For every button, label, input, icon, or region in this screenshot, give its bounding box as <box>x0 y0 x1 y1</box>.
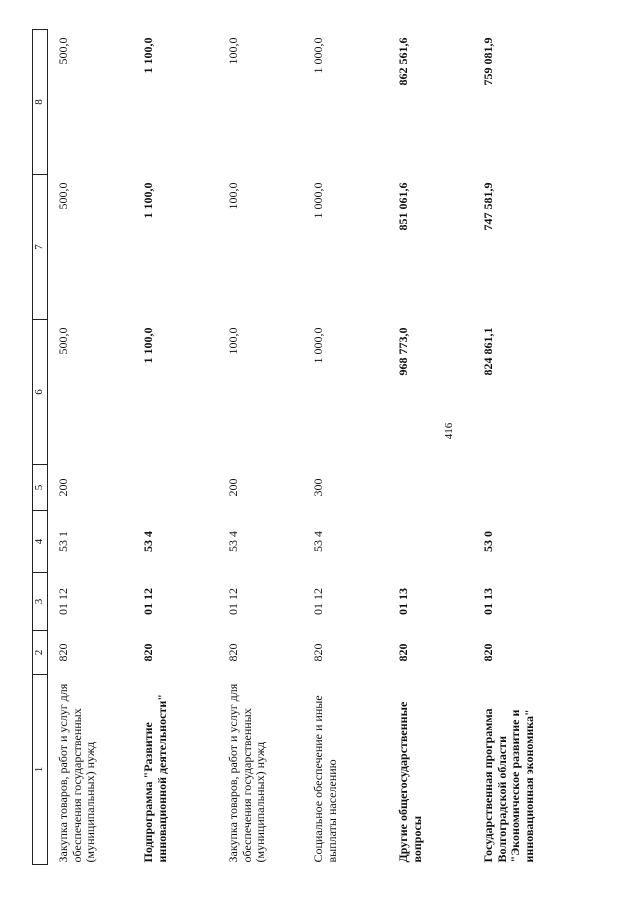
header-row <box>33 30 48 865</box>
row-name: Подпрограмма "Развитие инновационной деятельности" <box>141 694 169 863</box>
cell-value-6: 968 773,0 <box>396 327 410 376</box>
cell-code-5 <box>473 465 568 511</box>
row-name: Социальное обеспечение и иные выплаты населению <box>311 695 339 863</box>
cell-code-3: 01 12 <box>311 588 325 615</box>
rotated-table-sheet <box>32 30 602 865</box>
table-row <box>218 30 303 865</box>
cell-code-3: 01 12 <box>141 588 155 615</box>
cell-code-4 <box>388 511 473 573</box>
cell-value-6: 1 000,0 <box>311 327 325 364</box>
cell-code-2: 820 <box>481 643 495 662</box>
cell-code-2: 820 <box>396 643 410 662</box>
column-header-6: 6 <box>33 320 48 465</box>
row-name: Закупка товаров, работ и услуг для обеспечения государственных (муниципальных) нужд <box>226 683 267 863</box>
cell-code-3: 01 13 <box>481 588 495 615</box>
cell-value-7: 747 581,9 <box>481 182 495 231</box>
column-header-2: 2 <box>33 631 48 675</box>
cell-code-4: 53 0 <box>481 531 495 552</box>
cell-code-4: 53 4 <box>311 531 325 552</box>
column-header-8: 8 <box>33 30 48 175</box>
cell-code-5 <box>133 465 218 511</box>
table-row <box>133 30 218 865</box>
cell-code-2: 820 <box>56 643 70 662</box>
table-row <box>48 30 134 865</box>
cell-value-8: 500,0 <box>56 37 70 65</box>
row-name: Закупка товаров, работ и услуг для обеспечения государственных (муниципальных) нужд <box>56 683 97 863</box>
cell-code-4: 53 1 <box>56 531 70 552</box>
cell-value-8: 1 100,0 <box>141 37 155 74</box>
page-number: 416 <box>443 422 455 440</box>
column-header-5: 5 <box>33 465 48 511</box>
column-header-4: 4 <box>33 511 48 573</box>
cell-value-7: 100,0 <box>226 182 240 210</box>
cell-code-2: 820 <box>311 643 325 662</box>
cell-code-5: 200 <box>226 478 240 497</box>
cell-code-4: 53 4 <box>141 531 155 552</box>
cell-value-6: 824 861,1 <box>481 327 495 376</box>
cell-code-5: 200 <box>56 478 70 497</box>
cell-code-3: 01 12 <box>226 588 240 615</box>
cell-code-2: 820 <box>141 643 155 662</box>
cell-value-6: 100,0 <box>226 327 240 355</box>
cell-value-7: 1 000,0 <box>311 182 325 219</box>
cell-value-7: 851 061,6 <box>396 182 410 231</box>
cell-value-8: 862 561,6 <box>396 37 410 86</box>
cell-value-6: 500,0 <box>56 327 70 355</box>
cell-value-7: 1 100,0 <box>141 182 155 219</box>
cell-value-8: 759 081,9 <box>481 37 495 86</box>
budget-table <box>32 29 568 865</box>
cell-code-3: 01 13 <box>396 588 410 615</box>
cell-value-8: 100,0 <box>226 37 240 65</box>
column-header-7: 7 <box>33 175 48 320</box>
column-header-3: 3 <box>33 573 48 631</box>
cell-code-5: 300 <box>311 478 325 497</box>
cell-code-5 <box>388 465 473 511</box>
cell-value-8: 1 000,0 <box>311 37 325 74</box>
row-name: Государственная программа Волгоградской области "Экономическое развитие и инновационная экономика" <box>481 708 536 863</box>
cell-value-6: 1 100,0 <box>141 327 155 364</box>
cell-code-4: 53 4 <box>226 531 240 552</box>
column-header-1: 1 <box>33 675 48 865</box>
cell-code-3: 01 12 <box>56 588 70 615</box>
cell-code-2: 820 <box>226 643 240 662</box>
table-row <box>303 30 388 865</box>
table-row <box>473 30 568 865</box>
cell-value-7: 500,0 <box>56 182 70 210</box>
row-name: Другие общегосударственные вопросы <box>396 701 424 863</box>
table-row <box>388 30 473 865</box>
